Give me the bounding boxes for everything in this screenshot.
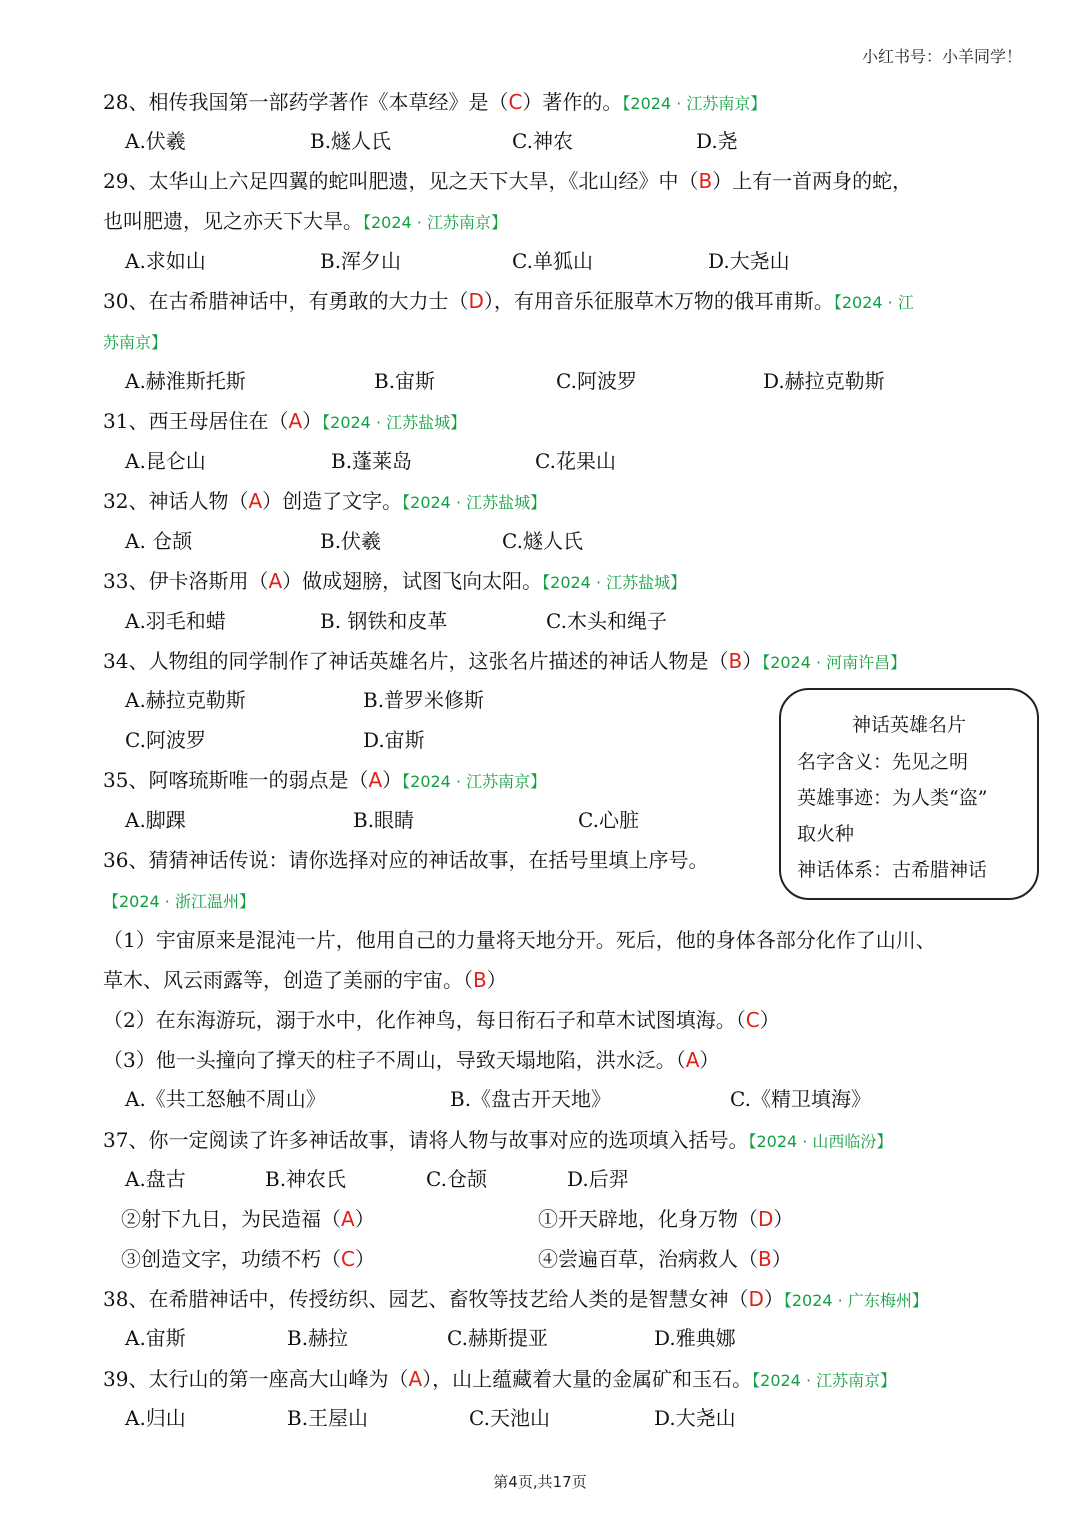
options-33: A.羽毛和蜡 B. 钢铁和皮革 C.木头和绳子 — [125, 609, 667, 633]
match-row-1: ②射下九日，为民造福（A） ①开天辟地，化身万物（D） — [121, 1207, 794, 1231]
options-28: A.伏羲 B.燧人氏 C.神农 D.尧 — [125, 129, 738, 153]
page-number: 第4页,共17页 — [493, 1473, 587, 1491]
source-tag: 【2024 · 江苏盐城】 — [542, 573, 687, 592]
source-tag: 【2024 · 广东梅州】 — [783, 1291, 928, 1310]
answer: A — [288, 409, 303, 433]
answer: D — [748, 1287, 764, 1311]
source-tag: 【2024 · 江 — [833, 293, 914, 312]
q36-item-1: （1）宇宙原来是混沌一片，他用自己的力量将天地分开。死后，他的身体各部分化作了山川、 — [103, 928, 936, 952]
options-36: A.《共工怒触不周山》 B.《盘古开天地》 C.《精卫填海》 — [125, 1087, 871, 1111]
answer: A — [268, 569, 283, 593]
options-34b: C.阿波罗 D.宙斯 — [125, 728, 425, 752]
source-tag: 【2024 · 河南许昌】 — [762, 653, 907, 672]
question-31: 31、西王母居住在（A）【2024 · 江苏盐城】 — [103, 409, 467, 433]
source-tag: 【2024 · 江苏盐城】 — [402, 493, 547, 512]
source-tag: 【2024 · 江苏南京】 — [363, 213, 507, 232]
card-line: 神话体系：古希腊神话 — [797, 859, 988, 881]
answer: A — [368, 768, 383, 792]
card-line: 英雄事迹：为人类“盗” — [797, 787, 988, 809]
question-28: 28、相传我国第一部药学著作《本草经》是（C）著作的。【2024 · 江苏南京】 — [103, 90, 767, 114]
source-tag: 【2024 · 山西临汾】 — [748, 1132, 893, 1151]
options-35: A.脚踝 B.眼睛 C.心脏 — [125, 808, 639, 832]
question-37: 37、你一定阅读了许多神话故事，请将人物与故事对应的选项填入括号。【2024 · 山西临汾】 — [103, 1128, 893, 1152]
options-29: A.求如山 B.浑夕山 C.单狐山 D.大尧山 — [125, 249, 790, 273]
options-30: A.赫淮斯托斯 B.宙斯 C.阿波罗 D.赫拉克勒斯 — [125, 369, 885, 393]
question-34: 34、人物组的同学制作了神话英雄名片，这张名片描述的神话人物是（B）【2024 · 河南许昌】 — [103, 649, 907, 673]
q36-item-2: （2）在东海游玩，溺于水中，化作神鸟，每日衔石子和草木试图填海。（C） — [103, 1008, 780, 1032]
options-34a: A.赫拉克勒斯 B.普罗米修斯 — [125, 688, 485, 712]
question-33: 33、伊卡洛斯用（A）做成翅膀，试图飞向太阳。【2024 · 江苏盐城】 — [103, 569, 687, 593]
q36-item-1-cont: 草木、风云雨露等，创造了美丽的宇宙。（B） — [103, 968, 507, 992]
q36-item-3: （3）他一头撞向了撑天的柱子不周山，导致天塌地陷，洪水泛。（A） — [103, 1048, 720, 1072]
match-row-2: ③创造文字，功绩不朽（C） ④尝遍百草，治病救人（B） — [121, 1247, 792, 1271]
question-32: 32、神话人物（A）创造了文字。【2024 · 江苏盐城】 — [103, 489, 547, 513]
question-36: 36、猜猜神话传说：请你选择对应的神话故事，在括号里填上序号。 — [103, 848, 709, 872]
card-title: 神话英雄名片 — [851, 714, 966, 736]
answer: C — [508, 90, 523, 114]
answer: A — [248, 489, 263, 513]
source-tag: 【2024 · 江苏南京】 — [752, 1371, 897, 1390]
question-29-line2: 也叫肥遗，见之亦天下大旱。【2024 · 江苏南京】 — [103, 209, 507, 233]
options-38: A.宙斯 B.赫拉 C.赫斯提亚 D.雅典娜 — [125, 1326, 736, 1350]
question-30: 30、在古希腊神话中，有勇敢的大力士（D），有用音乐征服草木万物的俄耳甫斯。【2024 · 江 — [103, 289, 914, 313]
options-32: A. 仓颉 B.伏羲 C.燧人氏 — [125, 529, 583, 553]
options-31: A.昆仑山 B.蓬莱岛 C.花果山 — [125, 449, 616, 473]
options-39: A.归山 B.王屋山 C.天池山 D.大尧山 — [125, 1406, 736, 1430]
question-35: 35、阿喀琉斯唯一的弱点是（A）【2024 · 江苏南京】 — [103, 768, 547, 792]
hero-name-card — [779, 688, 1039, 900]
question-38: 38、在希腊神话中，传授纺织、园艺、畜牧等技艺给人类的是智慧女神（D）【2024 · 广东梅州】 — [103, 1287, 928, 1311]
account-label: 小红书号：小羊同学！ — [861, 47, 1022, 66]
card-line: 取火种 — [797, 823, 855, 845]
options-37: A.盘古 B.神农氏 C.仓颉 D.后羿 — [125, 1167, 629, 1191]
question-29: 29、太华山上六足四翼的蛇叫肥遗，见之天下大旱，《北山经》中（B）上有一首两身的蛇， — [103, 169, 913, 193]
source-tag: 【2024 · 江苏南京】 — [402, 772, 547, 791]
question-30-line2: 苏南京】 — [103, 333, 168, 352]
answer: B — [698, 169, 713, 193]
answer: A — [408, 1367, 423, 1391]
question-39: 39、太行山的第一座高大山峰为（A），山上蕴藏着大量的金属矿和玉石。【2024 · 江苏南京】 — [103, 1367, 897, 1391]
question-36-tag: 【2024 · 浙江温州】 — [103, 892, 255, 911]
answer: D — [468, 289, 484, 313]
source-tag: 【2024 · 江苏南京】 — [622, 94, 767, 113]
source-tag: 【2024 · 江苏盐城】 — [322, 413, 467, 432]
card-line: 名字含义：先见之明 — [797, 751, 969, 773]
answer: B — [728, 649, 743, 673]
